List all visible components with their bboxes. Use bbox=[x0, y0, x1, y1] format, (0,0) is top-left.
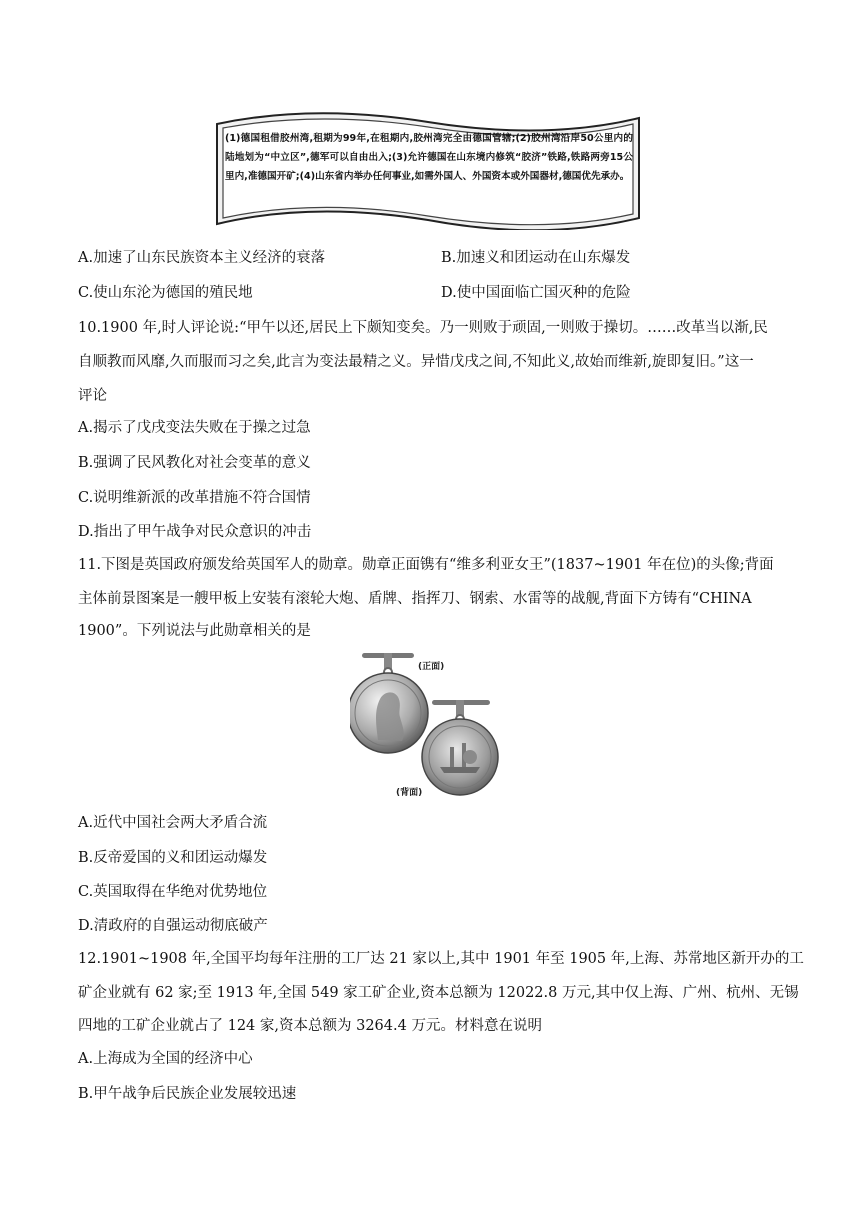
q10-option-c: C.说明维新派的改革措施不符合国情 bbox=[78, 490, 311, 506]
q11-option-c: C.英国取得在华绝对优势地位 bbox=[78, 884, 268, 900]
q9-option-d: D.使中国面临亡国灭种的危险 bbox=[441, 285, 631, 301]
q11-stem-line-2: 主体前景图案是一艘甲板上安装有滚轮大炮、盾牌、指挥刀、钢索、水雷等的战舰,背面下方铸有“CHINA bbox=[78, 591, 752, 607]
q11-option-a: A.近代中国社会两大矛盾合流 bbox=[78, 815, 268, 831]
q10-option-b: B.强调了民风教化对社会变革的意义 bbox=[78, 455, 311, 471]
q9-option-b: B.加速义和团运动在山东爆发 bbox=[441, 250, 631, 266]
medal-back-label: (背面) bbox=[396, 788, 423, 798]
q10-option-d: D.指出了甲午战争对民众意识的冲击 bbox=[78, 524, 312, 540]
q11-option-b: B.反帝爱国的义和团运动爆发 bbox=[78, 850, 268, 866]
q12-stem-line-3: 四地的工矿企业就占了 124 家,资本总额为 3264.4 万元。材料意在说明 bbox=[78, 1018, 542, 1034]
q10-stem-line-1: 10.1900 年,时人评论说:“甲午以还,居民上下颇知变矣。乃一则败于顽固,一则败于操切。……改革当以渐,民 bbox=[78, 320, 768, 336]
q11-stem-line-3: 1900”。下列说法与此勋章相关的是 bbox=[78, 623, 311, 639]
q10-option-a: A.揭示了戊戌变法失败在于操之过急 bbox=[78, 420, 311, 436]
q10-stem-line-2: 自顺教而风靡,久而服而习之矣,此言为变法最精之义。异惜戊戌之间,不知此义,故始而维新,旋即复旧。”这一 bbox=[78, 354, 754, 370]
scroll-text: (1)德国租借胶州湾,租期为99年,在租期内,胶州湾完全由德国管辖;(2)胶州湾沿岸50公里内的陆地划为“中立区”,德军可以自由出入;(3)允许德国在山东境内修筑“胶济”铁路,铁路两旁15公里内,准德国开矿;(4)山东省内举办任何事业,如需外国人、外国资本或外国器材,德国优先承办。 bbox=[225, 133, 633, 182]
q12-stem-line-2: 矿企业就有 62 家;至 1913 年,全国 549 家工矿企业,资本总额为 12022.8 万元,其中仅上海、广州、杭州、无锡 bbox=[78, 985, 799, 1001]
medal-figure bbox=[350, 645, 510, 800]
q9-option-c: C.使山东沦为德国的殖民地 bbox=[78, 285, 253, 301]
treaty-scroll-figure bbox=[213, 112, 643, 230]
q12-option-b: B.甲午战争后民族企业发展较迅速 bbox=[78, 1086, 297, 1102]
q12-stem-line-1: 12.1901~1908 年,全国平均每年注册的工厂达 21 家以上,其中 1901 年至 1905 年,上海、苏常地区新开办的工 bbox=[78, 951, 804, 967]
q12-option-a: A.上海成为全国的经济中心 bbox=[78, 1051, 253, 1067]
q11-stem-line-1: 11.下图是英国政府颁发给英国军人的勋章。勋章正面镌有“维多利亚女王”(1837~1901 年在位)的头像;背面 bbox=[78, 557, 774, 573]
medal-front-label: (正面) bbox=[418, 662, 445, 672]
q10-stem-line-3: 评论 bbox=[78, 388, 107, 404]
q11-option-d: D.清政府的自强运动彻底破产 bbox=[78, 918, 268, 934]
q9-option-a: A.加速了山东民族资本主义经济的衰落 bbox=[78, 250, 326, 266]
